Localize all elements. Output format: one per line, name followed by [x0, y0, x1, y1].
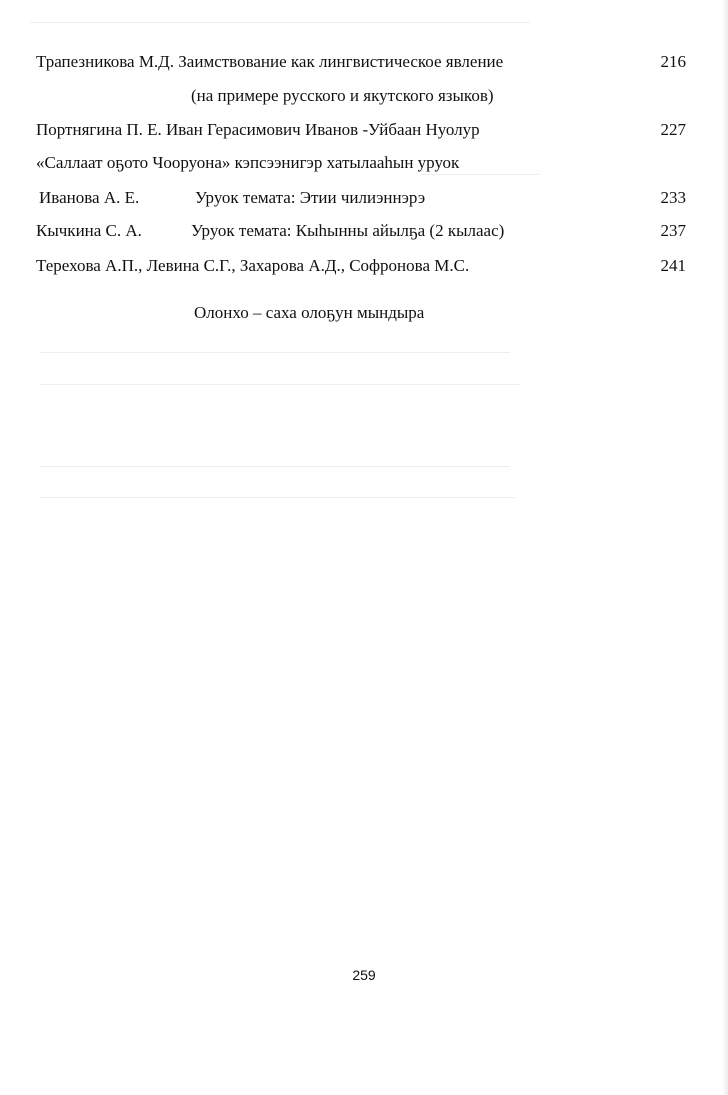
bleed-through-line: [40, 352, 510, 353]
toc-entry-author: Иванова А. Е.: [39, 188, 140, 207]
toc-entry-title-cont: (на примере русского и якутского языков): [191, 86, 494, 105]
toc-entry-author: Кычкина С. А.: [36, 221, 142, 240]
toc-entry-page: 227: [660, 120, 686, 139]
toc-entry-author: Трапезникова М.Д.: [36, 52, 175, 71]
toc-entry-page: 241: [660, 256, 686, 275]
toc-entry-title: Уруок темата: Этии чилиэннэрэ: [195, 188, 426, 207]
toc-entry-2-line: [36, 120, 480, 140]
toc-entry-title-cont: «Саллаат оҕото Чооруона» кэпсээнигэр хатылааһын уруок: [36, 153, 460, 172]
scan-shadow: [722, 0, 728, 1095]
toc-entry-page: 216: [660, 52, 686, 71]
bleed-through-line: [40, 497, 515, 498]
toc-entry-1-line: [36, 52, 503, 72]
page-number: 259: [352, 967, 376, 983]
toc-entry-title: Иван Герасимович Иванов -Уйбаан Нуолур: [166, 120, 480, 139]
toc-entry-author: Портнягина П. Е.: [36, 120, 162, 139]
bleed-through-line: [40, 384, 520, 385]
toc-entry-author: Терехова А.П., Левина С.Г., Захарова А.Д., Софронова М.С.: [36, 256, 470, 275]
section-heading: Олонхо – саха олоҕун мындыра: [194, 303, 425, 322]
bleed-through-line: [30, 22, 530, 23]
bleed-through-line: [420, 174, 540, 175]
toc-entry-page: 237: [660, 221, 686, 240]
toc-entry-title: Заимствование как лингвистическое явление: [178, 52, 504, 71]
toc-entry-title: Уруок темата: Кыһынны айылҕа (2 кылаас): [191, 221, 505, 240]
toc-entry-page: 233: [660, 188, 686, 207]
bleed-through-line: [40, 466, 510, 467]
